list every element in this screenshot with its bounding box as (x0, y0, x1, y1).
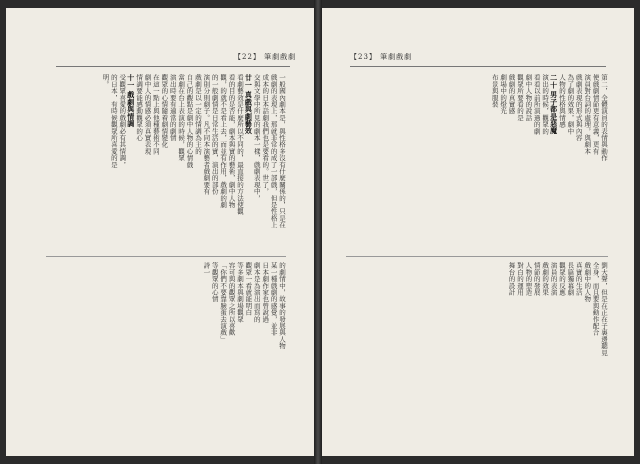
left-upper-col-10: 戲劇是以一定的情調為主的 (193, 74, 202, 155)
right-lower-col-10: 對白的運用 (515, 262, 524, 296)
right-mid-divider (346, 256, 608, 257)
left-page-header: 【22】 筆劇戲劇 (234, 53, 297, 61)
right-lower-text (346, 262, 608, 442)
right-upper-col-9: 劇中人物的說話 (524, 74, 533, 121)
left-mid-divider (46, 256, 286, 257)
right-page (322, 8, 634, 456)
left-lower-col-8: 等觀眾的心情 (210, 262, 219, 303)
left-upper-col-12: 當劇在台上表演的時候，觀眾 (177, 74, 186, 162)
left-header-rule (56, 66, 290, 67)
left-upper-col-0: 一般國內劇本是，與性格多沒有什麼關係的，只是在 (278, 74, 286, 229)
right-upper-text (346, 74, 608, 250)
left-lower-col-9: 詩一 (202, 262, 211, 276)
right-upper-col-5: 人物的性格與情感 (557, 74, 566, 128)
right-lower-col-7: 戲劇的效果 (541, 262, 550, 296)
left-upper-col-1: 戲劇的表現上，那就非常的成了一部戲，但是性格上 (269, 74, 278, 229)
right-upper-col-10: 觀眾所要看的是 (515, 74, 524, 121)
right-lower-col-5: 觀眾的反應 (557, 262, 566, 296)
right-upper-col-12: 劇場中的燈光 (499, 74, 508, 115)
left-section-title: 十一 戲劇與情調 (126, 74, 136, 128)
right-lower-col-9: 人物的塑造 (524, 262, 533, 296)
right-upper-col-3: 戲劇表現的形式與內容 (574, 74, 583, 141)
right-lower-col-3: 真實的生活 (574, 262, 583, 296)
left-upper-col-2: 成本的日本話劇我們也是要看的。世了， (261, 74, 270, 195)
left-lower-col-5: 等多劇本與劇場觀眾 (235, 262, 244, 323)
left-upper-col-20: 的日本，有時候觀眾所喜愛的是 (109, 74, 118, 168)
left-lower-col-3: 劇本是為演出而寫的 (252, 262, 261, 323)
right-upper-col-1: 使戲劇情節更有意義，更有 (591, 74, 600, 155)
left-upper-col-8: 的一般劇情是日常生活的實，演出的部份 (210, 74, 219, 195)
left-upper-col-21: 明。 (101, 74, 110, 88)
left-upper-col-9: 演則分則劇子。凡不同本演藝者戲劇要有 (202, 74, 211, 195)
left-lower-col-1: 某一種戲劇的感覺，並非 (269, 262, 278, 336)
book-gutter (314, 0, 322, 464)
right-lower-col-6: 演員的表演 (549, 262, 558, 296)
left-upper-col-17: 情調要能感動觀眾的心 (135, 74, 144, 141)
right-lower-col-8: 情節的發展 (532, 262, 541, 296)
left-upper-col-19: 受觀眾喜愛的戲劇必有其情調， (118, 74, 127, 168)
right-upper-col-7: 演出的時候，觀眾的 (541, 74, 550, 135)
left-upper-col-13: 演出時要有適當的劇情 (168, 74, 177, 141)
left-upper-col-16: 劇中人的情感必須真實表現 (143, 74, 152, 155)
right-page-header: 【23】 筆劇戲劇 (350, 53, 413, 61)
left-upper-col-15: 在這一點上與他種藝術不同 (151, 74, 160, 155)
right-lower-col-1: 全身，而且要與動作配合 (591, 262, 600, 336)
right-section-title: 二十 男子都是惡魔 (549, 74, 559, 135)
left-upper-col-7: 觀，的就不是看上去，而並有作用，戲劇的劇 (219, 74, 228, 208)
right-upper-col-0: 第二，全體演員的表情與動作 (600, 74, 608, 162)
right-upper-col-13: 布景與服裝 (490, 74, 499, 108)
left-lower-col-7: 「你們不要靠臉蛋去演戲」 (219, 262, 228, 343)
left-upper-col-3: 交與文學中所見的劇本一樣，戲劇表現中， (252, 74, 261, 202)
left-upper-text (46, 74, 286, 250)
right-lower-col-11: 舞台的設計 (507, 262, 516, 296)
left-lower-col-2: 日本劇作家也曾說過 (261, 262, 270, 323)
left-lower-col-4: 觀眾一看就能明白 (244, 262, 253, 316)
right-lower-col-2: 戲劇中的人物 (583, 262, 592, 303)
right-upper-col-8: 看看以前所演過的劇 (532, 74, 541, 135)
left-upper-col-11: 自己的觀點是劇中人物的心情戲 (185, 74, 194, 168)
left-upper-col-6: 看的目的是否能，劇本與實的藝術，劇中人物 (227, 74, 236, 208)
left-lower-text (46, 262, 286, 442)
right-upper-col-11: 戲劇的真實感 (507, 74, 516, 115)
left-section-21: 廿一 真戲與劇藝效 (244, 74, 254, 135)
right-lower-col-4: 長篇獨幕劇 (566, 262, 575, 296)
left-upper-col-5: 看劇藝效是什麼所以不同的，最直接的方法使觀 (235, 74, 244, 215)
right-upper-col-2: 演員對台詞的處理，與劇本 (583, 74, 592, 155)
left-lower-col-6: 容可與的觀眾之所以喜歡 (227, 262, 236, 336)
right-lower-col-0: 劉大聲，但是在正在子裏邊聽見 (600, 262, 608, 356)
right-upper-col-4: 為了劇的效果，劇中 (566, 74, 575, 135)
left-upper-col-14: 觀眾的心情隨着劇情變化 (160, 74, 169, 148)
right-header-rule (350, 66, 606, 67)
left-page (6, 8, 314, 456)
left-lower-col-0: 的劇情中，故事的發展與人物 (278, 262, 286, 350)
